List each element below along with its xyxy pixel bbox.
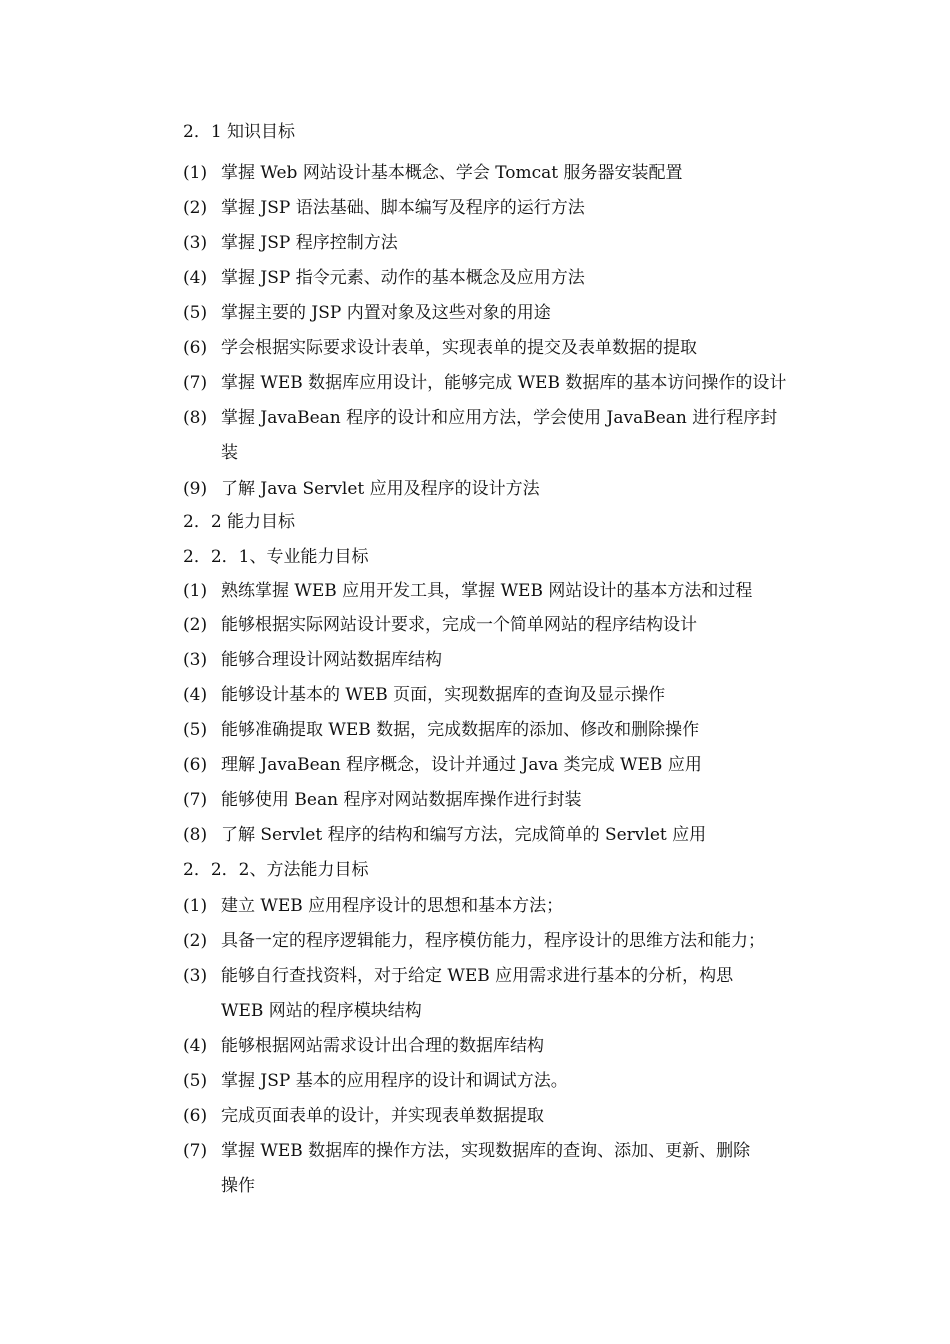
document-page: 2．1 知识目标 (1) 掌握 Web 网站设计基本概念、学会 Tomcat 服务器安装配置 (2) 掌握 JSP 语法基础、脚本编写及程序的运行方法 (3) 掌握 JSP 程序控制方法 (4) 掌握 JSP 指令元素、动作的基本概念及应用方法 (5) 掌握主要的 JSP 内置对象及这些对象的用途 (6) 学会根据实际要求设计表单，实现表单的提交及表单数据的提取 (7) 掌握 WEB 数据库应用设计，能够完成 WEB 数据库的基本访问操作的设计 (8) 掌握 JavaBean 程序的设计和应用方法，学会使用 JavaBean 进行程序封 装 (9) 了解 Java Servlet 应用及程序的设计方法 2．2 能力目标 2．2．1、专业能力目标 (1) 熟练掌握 WEB 应用开发工具，掌握 WEB 网站设计的基本方法和过程 (2) 能够根据实际网站设计要求，完成一个简单网站的程序结构设计 (3) 能够合理设计网站数据库结构 (4) 能够设计基本的 WEB 页面，实现数据库的查询及显示操作 (5) 能够准确提取 WEB 数据，完成数据库的添加、修改和删除操作 (6) 理解 JavaBean 程序概念，设计并通过 Java 类完成 WEB 应用 (7) 能够使用 Bean 程序对网站数据库操作进行封装 (8) 了解 Servlet 程序的结构和编写方法，完成简单的 Servlet 应用 2．2．2、方法能力目标 (1) 建立 WEB 应用程序设计的思想和基本方法； (2) 具备一定的程序逻辑能力，程序模仿能力，程序设计的思维方法和能力； (3) 能够自行查找资料，对于给定 WEB 应用需求进行基本的分析，构思 WEB 网站的程序模块结构 (4) 能够根据网站需求设计出合理的数据库结构 (5) 掌握 JSP 基本的应用程序的设计和调试方法。 (6) 完成页面表单的设计，并实现表单数据提取 (7) 掌握 WEB 数据库的操作方法，实现数据库的查询、添加、更新、删除 操作 [183,122,787,1196]
